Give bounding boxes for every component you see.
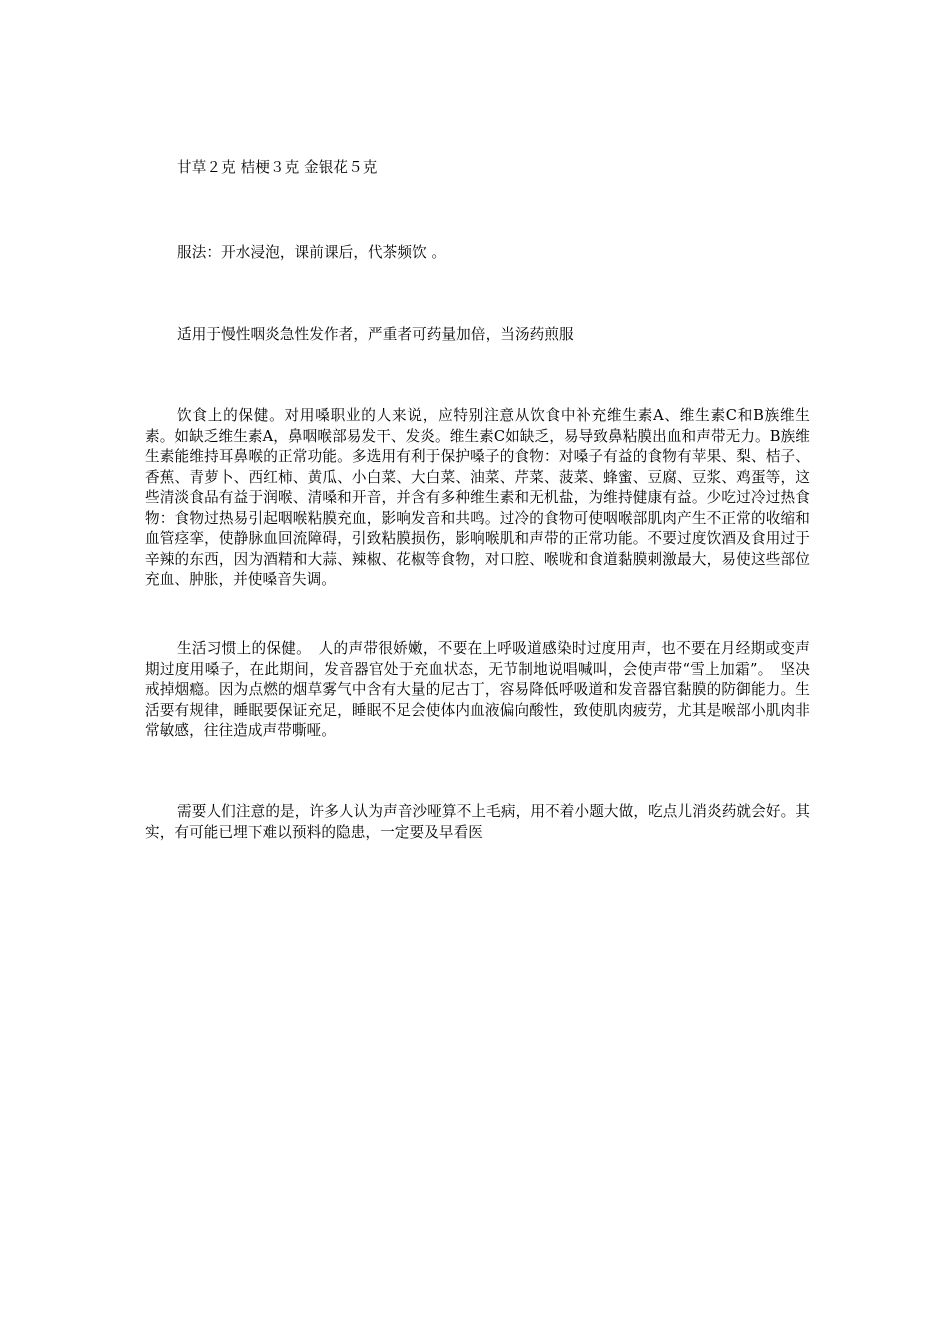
herbal-recipe-paragraph: 甘草２克 桔梗３克 金银花５克: [177, 159, 378, 176]
lifestyle-care-paragraph: 生活习惯上的保健。 人的声带很娇嫩，不要在上呼吸道感染时过度用声，也不要在月经期或变声期过度用嗓子，在此期间，发音器官处于充血状态，无节制地说唱喊叫，会使声带“雪上加霜”。 坚决戒掉烟瘾。因为点燃的烟草雾气中含有大量的尼古丁，容易降低呼吸道和发音器官黏膜的防御能力。生活要有规律，睡眠要保证充足，睡眠不足会使体内血液偏向酸性，致使肌肉疲劳，尤其是喉部小肌肉非常敏感，往往造成声带嘶哑。: [145, 640, 810, 739]
closing-advice-paragraph: 需要人们注意的是，许多人认为声音沙哑算不上毛病，用不着小题大做，吃点儿消炎药就会好。其实，有可能已埋下难以预料的隐患，一定要及早看医: [145, 803, 810, 841]
usage-instructions-paragraph: 服法：开水浸泡，课前课后，代茶频饮 。: [177, 244, 447, 261]
diet-care-paragraph: 饮食上的保健。对用嗓职业的人来说，应特别注意从饮食中补充维生素A、维生素C和B族维生素。如缺乏维生素A，鼻咽喉部易发干、发炎。维生素C如缺乏，易导致鼻粘膜出血和声带无力。B族维生素能维持耳鼻喉的正常功能。多选用有利于保护嗓子的食物：对嗓子有益的食物有苹果、梨、桔子、香蕉、青萝卜、西红柿、黄瓜、小白菜、大白菜、油菜、芹菜、菠菜、蜂蜜、豆腐、豆浆、鸡蛋等，这些清淡食品有益于润喉、清嗓和开音，并含有多种维生素和无机盐，为维持健康有益。少吃过冷过热食物：食物过热易引起咽喉粘膜充血，影响发音和共鸣。过冷的食物可使咽喉部肌肉产生不正常的收缩和血管痉挛，使静脉血回流障碍，引致粘膜损伤，影响喉肌和声带的正常功能。不要过度饮酒及食用过于辛辣的东西，因为酒精和大蒜、辣椒、花椒等食物，对口腔、喉咙和食道黏膜刺激最大，易使这些部位充血、肿胀，并使嗓音失调。: [145, 407, 810, 588]
indication-paragraph: 适用于慢性咽炎急性发作者，严重者可药量加倍，当汤药煎服: [177, 326, 574, 343]
